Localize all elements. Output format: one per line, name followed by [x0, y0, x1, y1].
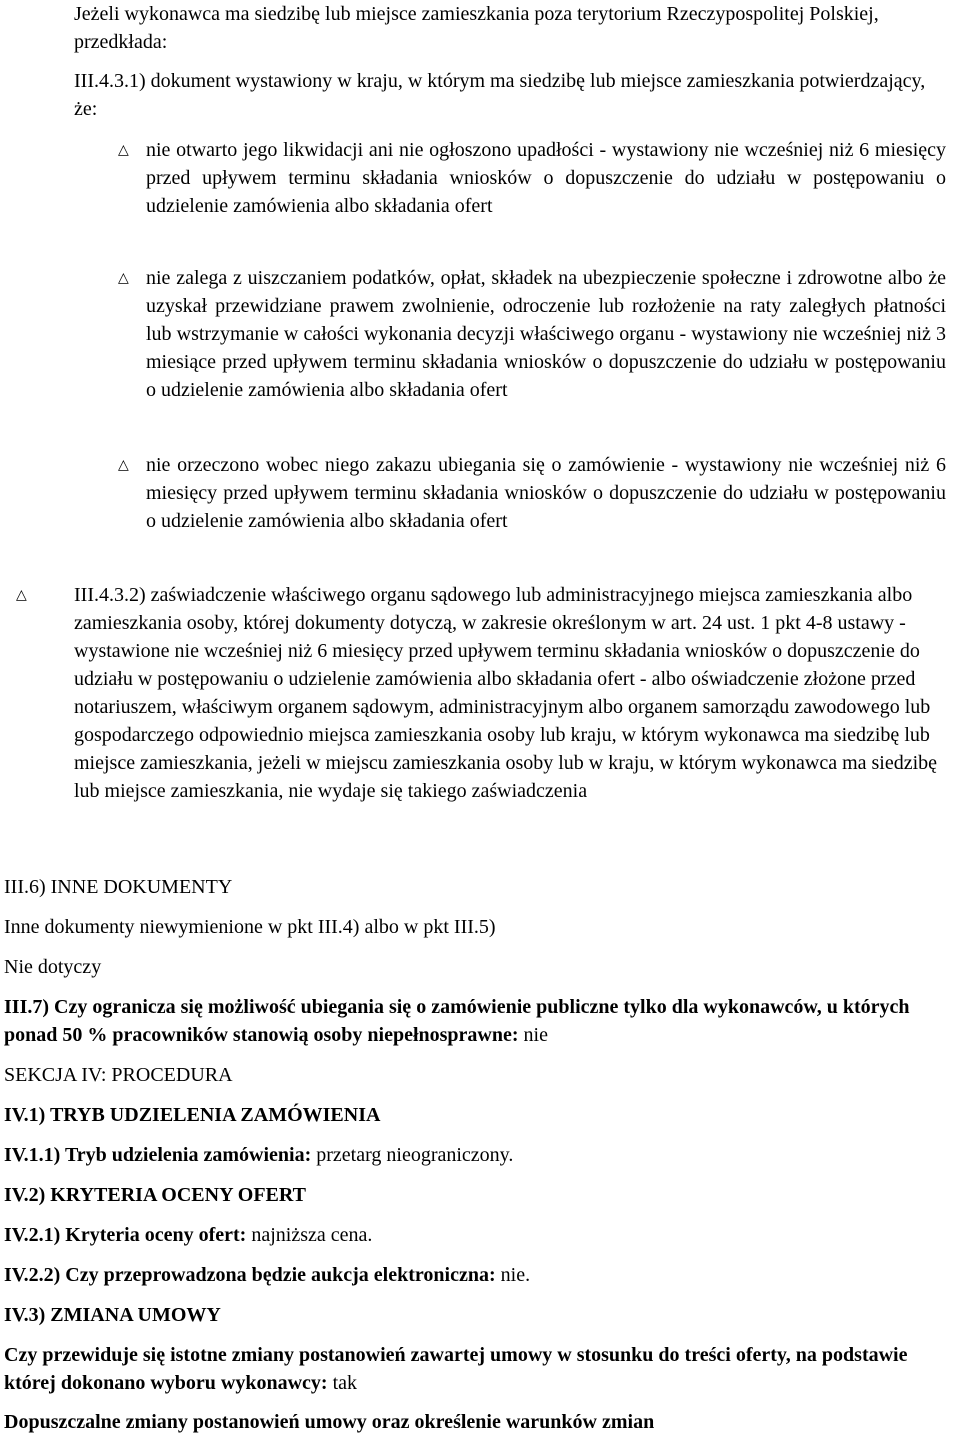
section-iii7: III.7) Czy ogranicza się możliwość ubiegania się o zamówienie publiczne tylko dla wykonawców, u których ponad 50 % pracowników stanowią osoby niepełnosprawne: nie — [4, 996, 910, 1046]
section-iv1-heading: IV.1) TRYB UDZIELENIA ZAMÓWIENIA — [4, 1104, 381, 1126]
section-iv21: IV.2.1) Kryteria oceny ofert: najniższa cena. — [4, 1224, 373, 1246]
list-item: △ nie zalega z uiszczaniem podatków, opłat, składek na ubezpieczenie społeczne i zdrowotne albo że uzyskał przewidziane prawem zwolnienie, odroczenie lub rozłożenie na raty zaległych płatności lub wstrzymanie w całości wykonania decyzji właściwego organu - wystawiony nie wcześniej niż 3 miesiące przed upływem terminu składania wniosków o dopuszczenie do udziału w postępowaniu o udzielenie zamówienia albo składania ofert — [146, 264, 946, 404]
section-iii6-heading: III.6) INNE DOKUMENTY — [4, 876, 233, 898]
list-item: △ nie orzeczono wobec niego zakazu ubiegania się o zamówienie - wystawiony nie wcześniej niż 6 miesięcy przed upływem terminu składania wniosków o dopuszczenie do udziału w postępowaniu o udzielenie zamówienia albo składania ofert — [146, 451, 946, 535]
warning-triangle-icon: △ — [118, 142, 129, 158]
list-item: △ nie otwarto jego likwidacji ani nie ogłoszono upadłości - wystawiony nie wcześniej niż 6 miesięcy przed upływem terminu składania wniosków o dopuszczenie do udziału w postępowaniu o udzielenie zamówienia albo składania ofert — [146, 136, 946, 220]
section-iv3-changes: Dopuszczalne zmiany postanowień umowy oraz określenie warunków zmian — [4, 1411, 655, 1433]
section-iv-title: SEKCJA IV: PROCEDURA — [4, 1064, 233, 1086]
section-iv2-heading: IV.2) KRYTERIA OCENY OFERT — [4, 1184, 306, 1206]
intro-paragraph: Jeżeli wykonawca ma siedzibę lub miejsce zamieszkania poza terytorium Rzeczypospolitej Polskiej, przedkłada: — [74, 3, 879, 53]
section-iii6-text: Inne dokumenty niewymienione w pkt III.4) albo w pkt III.5) — [4, 916, 496, 938]
warning-triangle-icon: △ — [16, 587, 27, 603]
section-iii6-value: Nie dotyczy — [4, 956, 102, 978]
section-iv3-question: Czy przewiduje się istotne zmiany postanowień zawartej umowy w stosunku do treści oferty, na podstawie której dokonano wyboru wykonawcy: tak — [4, 1344, 908, 1394]
section-iii432: △ III.4.3.2) zaświadczenie właściwego organu sądowego lub administracyjnego miejsca zamieszkania albo zamieszkania osoby, której dokumenty dotyczą, w zakresie określonym w art. 24 ust. 1 pkt 4-8 ustawy - wystawione nie wcześniej niż 6 miesięcy przed upływem terminu składania wniosków o dopuszczenie do udziału w postępowaniu o udzielenie zamówienia albo składania ofert - albo oświadczenie złożone przed notariuszem, właściwym organem sądowym, administracyjnym albo organem samorządu zawodowego lub gospodarczego odpowiednio miejsca zamieszkania osoby lub kraju, w którym wykonawca ma siedzibę lub miejsce zamieszkania, jeżeli w miejscu zamieszkania osoby lub w kraju, w którym wykonawca ma siedzibę lub miejsce zamieszkania, nie wydaje się takiego zaświadczenia — [74, 581, 950, 805]
section-iii431: III.4.3.1) dokument wystawiony w kraju, w którym ma siedzibę lub miejsce zamieszkania potwierdzający, że: — [74, 70, 926, 120]
section-iv11: IV.1.1) Tryb udzielenia zamówienia: przetarg nieograniczony. — [4, 1144, 514, 1166]
section-iv3-heading: IV.3) ZMIANA UMOWY — [4, 1304, 221, 1326]
section-iv22: IV.2.2) Czy przeprowadzona będzie aukcja elektroniczna: nie. — [4, 1264, 531, 1286]
warning-triangle-icon: △ — [118, 457, 129, 473]
warning-triangle-icon: △ — [118, 270, 129, 286]
